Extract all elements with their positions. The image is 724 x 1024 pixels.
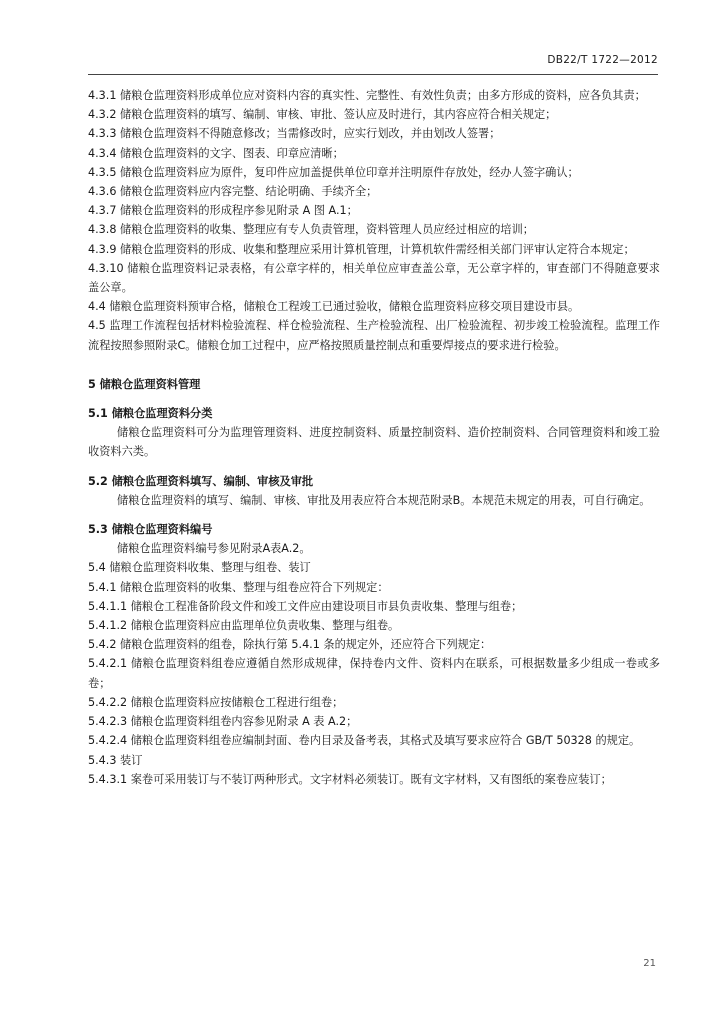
clause-4-3-1: 4.3.1 储粮仓监理资料形成单位应对资料内容的真实性、完整性、有效性负责；由多方形成的资料，应各负其责； xyxy=(88,89,646,102)
clause-5-4: 5.4 储粮仓监理资料收集、整理与组卷、装订 xyxy=(88,561,311,575)
clause-5-4-2-4: 5.4.2.4 储粮仓监理资料组卷应编制封面、卷内目录及备考表，其格式及填写要求应符合 GB/T 50328 的规定。 xyxy=(88,734,641,748)
clause-4-3-10: 4.3.10 储粮仓监理资料记录表格，有公章字样的，相关单位应审查盖公章，无公章字样的，审查部门不得随意要求盖公章。 xyxy=(88,261,660,295)
clause-4-3-4: 4.3.4 储粮仓监理资料的文字、图表、印章应清晰； xyxy=(88,146,344,160)
clause-4-3-7: 4.3.7 储粮仓监理资料的形成程序参见附录 A 图 A.1； xyxy=(88,204,358,218)
clause-5-4-2: 5.4.2 储粮仓监理资料的组卷，除执行第 5.4.1 条的规定外，还应符合下列规定： xyxy=(88,638,492,652)
section-5-3-heading: 5.3 储粮仓监理资料编号 xyxy=(88,523,213,537)
clause-5-4-2-1: 5.4.2.1 储粮仓监理资料组卷应遵循自然形成规律，保持卷内文件、资料内在联系，可根据数量多少组成一卷或多卷； xyxy=(88,657,660,690)
section-5-1-heading: 5.1 储粮仓监理资料分类 xyxy=(88,407,213,421)
page-number: 21 xyxy=(643,958,656,969)
clause-4-3-8: 4.3.8 储粮仓监理资料的收集、整理应有专人负责管理，资料管理人员应经过相应的培训； xyxy=(88,223,534,237)
clause-5-4-1: 5.4.1 储粮仓监理资料的收集、整理与组卷应符合下列规定： xyxy=(88,580,389,594)
clause-5-4-3: 5.4.3 装订 xyxy=(88,753,143,767)
clause-4-5: 4.5 监理工作流程包括材料检验流程、样仓检验流程、生产检验流程、出厂检验流程、初步竣工检验流程。监理工作流程按照参照附录C。储粮仓加工过程中，应严格按照质量控制点和重要焊接点的要求进行检验。 xyxy=(88,319,660,352)
header-rule xyxy=(88,74,658,75)
clause-5-4-2-2: 5.4.2.2 储粮仓监理资料应按储粮仓工程进行组卷； xyxy=(88,695,344,709)
clause-4-3-5: 4.3.5 储粮仓监理资料应为原件，复印件应加盖提供单位印章并注明原件存放处，经办人签字确认； xyxy=(88,165,579,179)
standard-code: DB22/T 1722—2012 xyxy=(547,54,658,66)
clause-5-4-1-1: 5.4.1.1 储粮仓工程准备阶段文件和竣工文件应由建设项目市县负责收集、整理与组卷； xyxy=(88,599,523,613)
clause-4-3-9: 4.3.9 储粮仓监理资料的形成、收集和整理应采用计算机管理，计算机软件需经相关部门评审认定符合本规定； xyxy=(88,242,635,256)
page-content xyxy=(88,86,660,789)
clause-5-4-3-1: 5.4.3.1 案卷可采用装订与不装订两种形式。文字材料必须装订。既有文字材料，又有图纸的案卷应装订； xyxy=(88,772,612,786)
clause-4-3-2: 4.3.2 储粮仓监理资料的填写、编制、审核、审批、签认应及时进行，其内容应符合相关规定； xyxy=(88,108,557,122)
section-5-heading: 5 储粮仓监理资料管理 xyxy=(88,377,201,391)
clause-5-4-2-3: 5.4.2.3 储粮仓监理资料组卷内容参见附录 A 表 A.2； xyxy=(88,715,358,729)
paragraph-5-3: 储粮仓监理资料编号参见附录A表A.2。 xyxy=(117,542,311,556)
paragraph-5-1: 储粮仓监理资料可分为监理管理资料、进度控制资料、质量控制资料、造价控制资料、合同管理资料和竣工验收资料六类。 xyxy=(88,426,660,459)
clause-4-4: 4.4 储粮仓监理资料预审合格，储粮仓工程竣工已通过验收，储粮仓监理资料应移交项目建设市县。 xyxy=(88,300,580,314)
clause-4-3-6: 4.3.6 储粮仓监理资料应内容完整、结论明确、手续齐全； xyxy=(88,185,378,199)
clause-4-3-3: 4.3.3 储粮仓监理资料不得随意修改；当需修改时，应实行划改，并由划改人签署； xyxy=(88,127,501,141)
paragraph-5-2: 储粮仓监理资料的填写、编制、审核、审批及用表应符合本规范附录B。本规范未规定的用表，可自行确定。 xyxy=(117,493,651,507)
section-5-2-heading: 5.2 储粮仓监理资料填写、编制、审核及审批 xyxy=(88,474,314,488)
clause-5-4-1-2: 5.4.1.2 储粮仓监理资料应由监理单位负责收集、整理与组卷。 xyxy=(88,619,400,633)
